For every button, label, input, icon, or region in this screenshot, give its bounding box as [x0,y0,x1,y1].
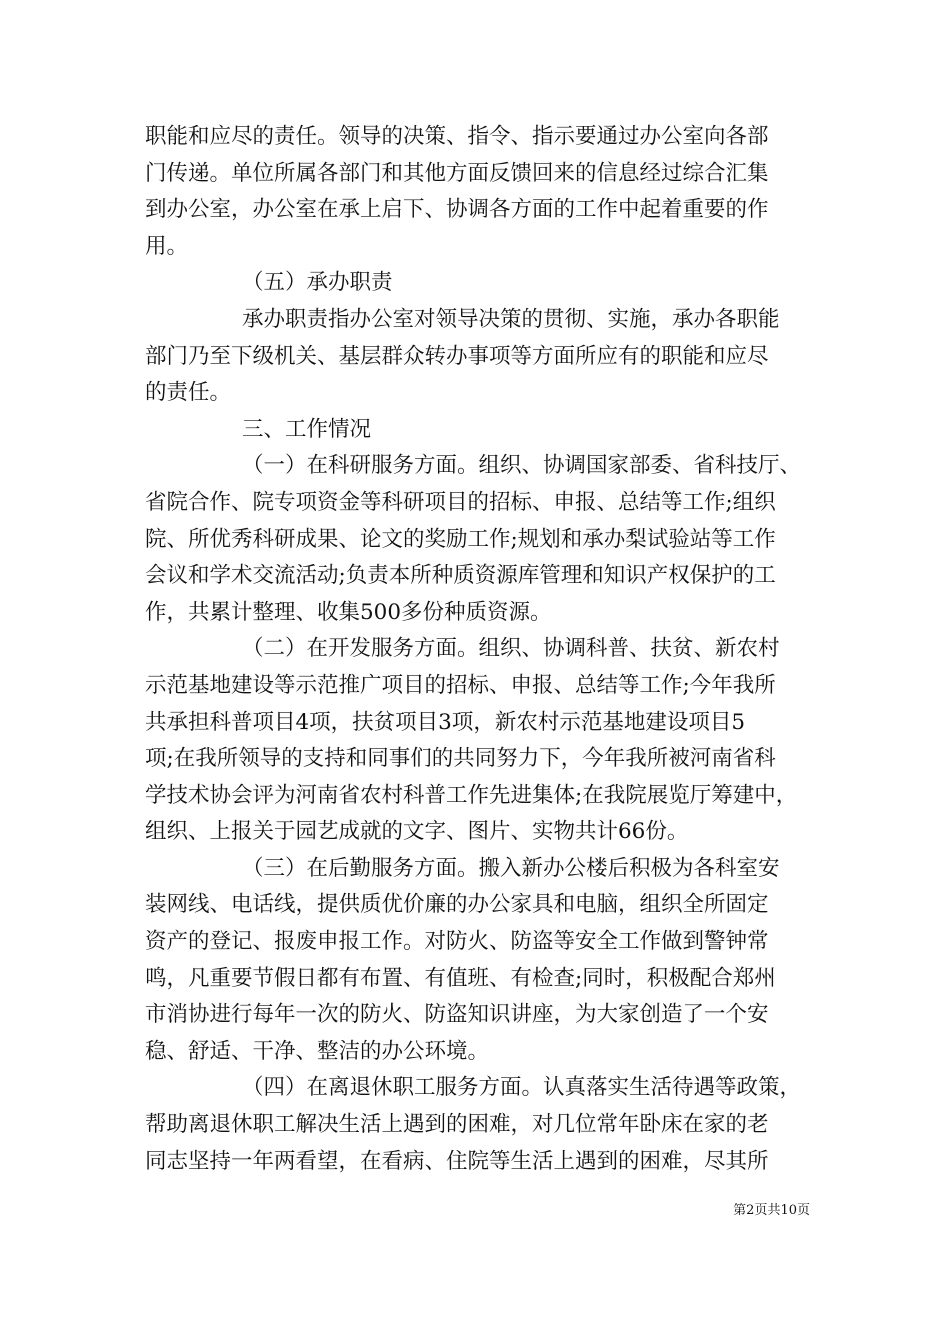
text-line: 承办职责指办公室对领导决策的贯彻、实施，承办各职能 [242,306,780,332]
section-heading: 三、工作情况 [242,416,372,442]
text-line: 稳、舒适、干净、整洁的办公环境。 [145,1038,490,1064]
text-line: 示范基地建设等示范推广项目的招标、申报、总结等工作;今年我所 [145,672,776,698]
text-line: 省院合作、院专项资金等科研项目的招标、申报、总结等工作;组织 [145,489,776,515]
text-line: 鸣，凡重要节假日都有布置、有值班、有检查;同时，积极配合郑州 [145,965,776,991]
section-heading: （五）承办职责 [242,270,393,296]
text-line: 到办公室，办公室在承上启下、协调各方面的工作中起着重要的作 [145,197,769,223]
text-line: （二）在开发服务方面。组织、协调科普、扶贫、新农村 [242,636,780,662]
text-line: 同志坚持一年两看望，在看病、住院等生活上遇到的困难，尽其所 [145,1148,769,1174]
text-line: 职能和应尽的责任。领导的决策、指令、指示要通过办公室向各部 [145,124,769,149]
body-text [145,119,813,1180]
text-line: 学技术协会评为河南省农村科普工作先进集体;在我院展览厅筹建中， [145,782,798,808]
text-line: 的责任。 [145,380,232,406]
text-line: 共承担科普项目4项，扶贫项目3项，新农村示范基地建设项目5 [145,709,746,735]
text-line: 资产的登记、报废申报工作。对防火、防盗等安全工作做到警钟常 [145,929,769,955]
text-line: 组织、上报关于园艺成就的文字、图片、实物共计66份。 [145,819,689,845]
text-line: （三）在后勤服务方面。搬入新办公楼后积极为各科室安 [242,855,780,881]
text-line: 门传递。单位所属各部门和其他方面反馈回来的信息经过综合汇集 [145,160,769,186]
text-line: 部门乃至下级机关、基层群众转办事项等方面所应有的职能和应尽 [145,343,769,369]
page-number: 第2页共10页 [733,1203,810,1218]
text-line: 会议和学术交流活动;负责本所种质资源库管理和知识产权保护的工 [145,563,776,589]
text-line: 用。 [145,233,189,259]
text-line: 帮助离退休职工解决生活上遇到的困难，对几位常年卧床在家的老 [145,1112,769,1138]
text-line: （四）在离退休职工服务方面。认真落实生活待遇等政策， [242,1075,802,1101]
text-line: 院、所优秀科研成果、论文的奖励工作;规划和承办梨试验站等工作 [145,526,776,552]
text-line: 作，共累计整理、收集500多份种质资源。 [145,599,552,625]
text-line: 装网线、电话线，提供质优价廉的办公家具和电脑，组织全所固定 [145,892,769,918]
text-line: 市消协进行每年一次的防火、防盗知识讲座，为大家创造了一个安 [145,1002,769,1028]
text-line: 项;在我所领导的支持和同事们的共同努力下，今年我所被河南省科 [145,746,776,772]
text-line: （一）在科研服务方面。组织、协调国家部委、省科技厅、 [242,453,802,479]
